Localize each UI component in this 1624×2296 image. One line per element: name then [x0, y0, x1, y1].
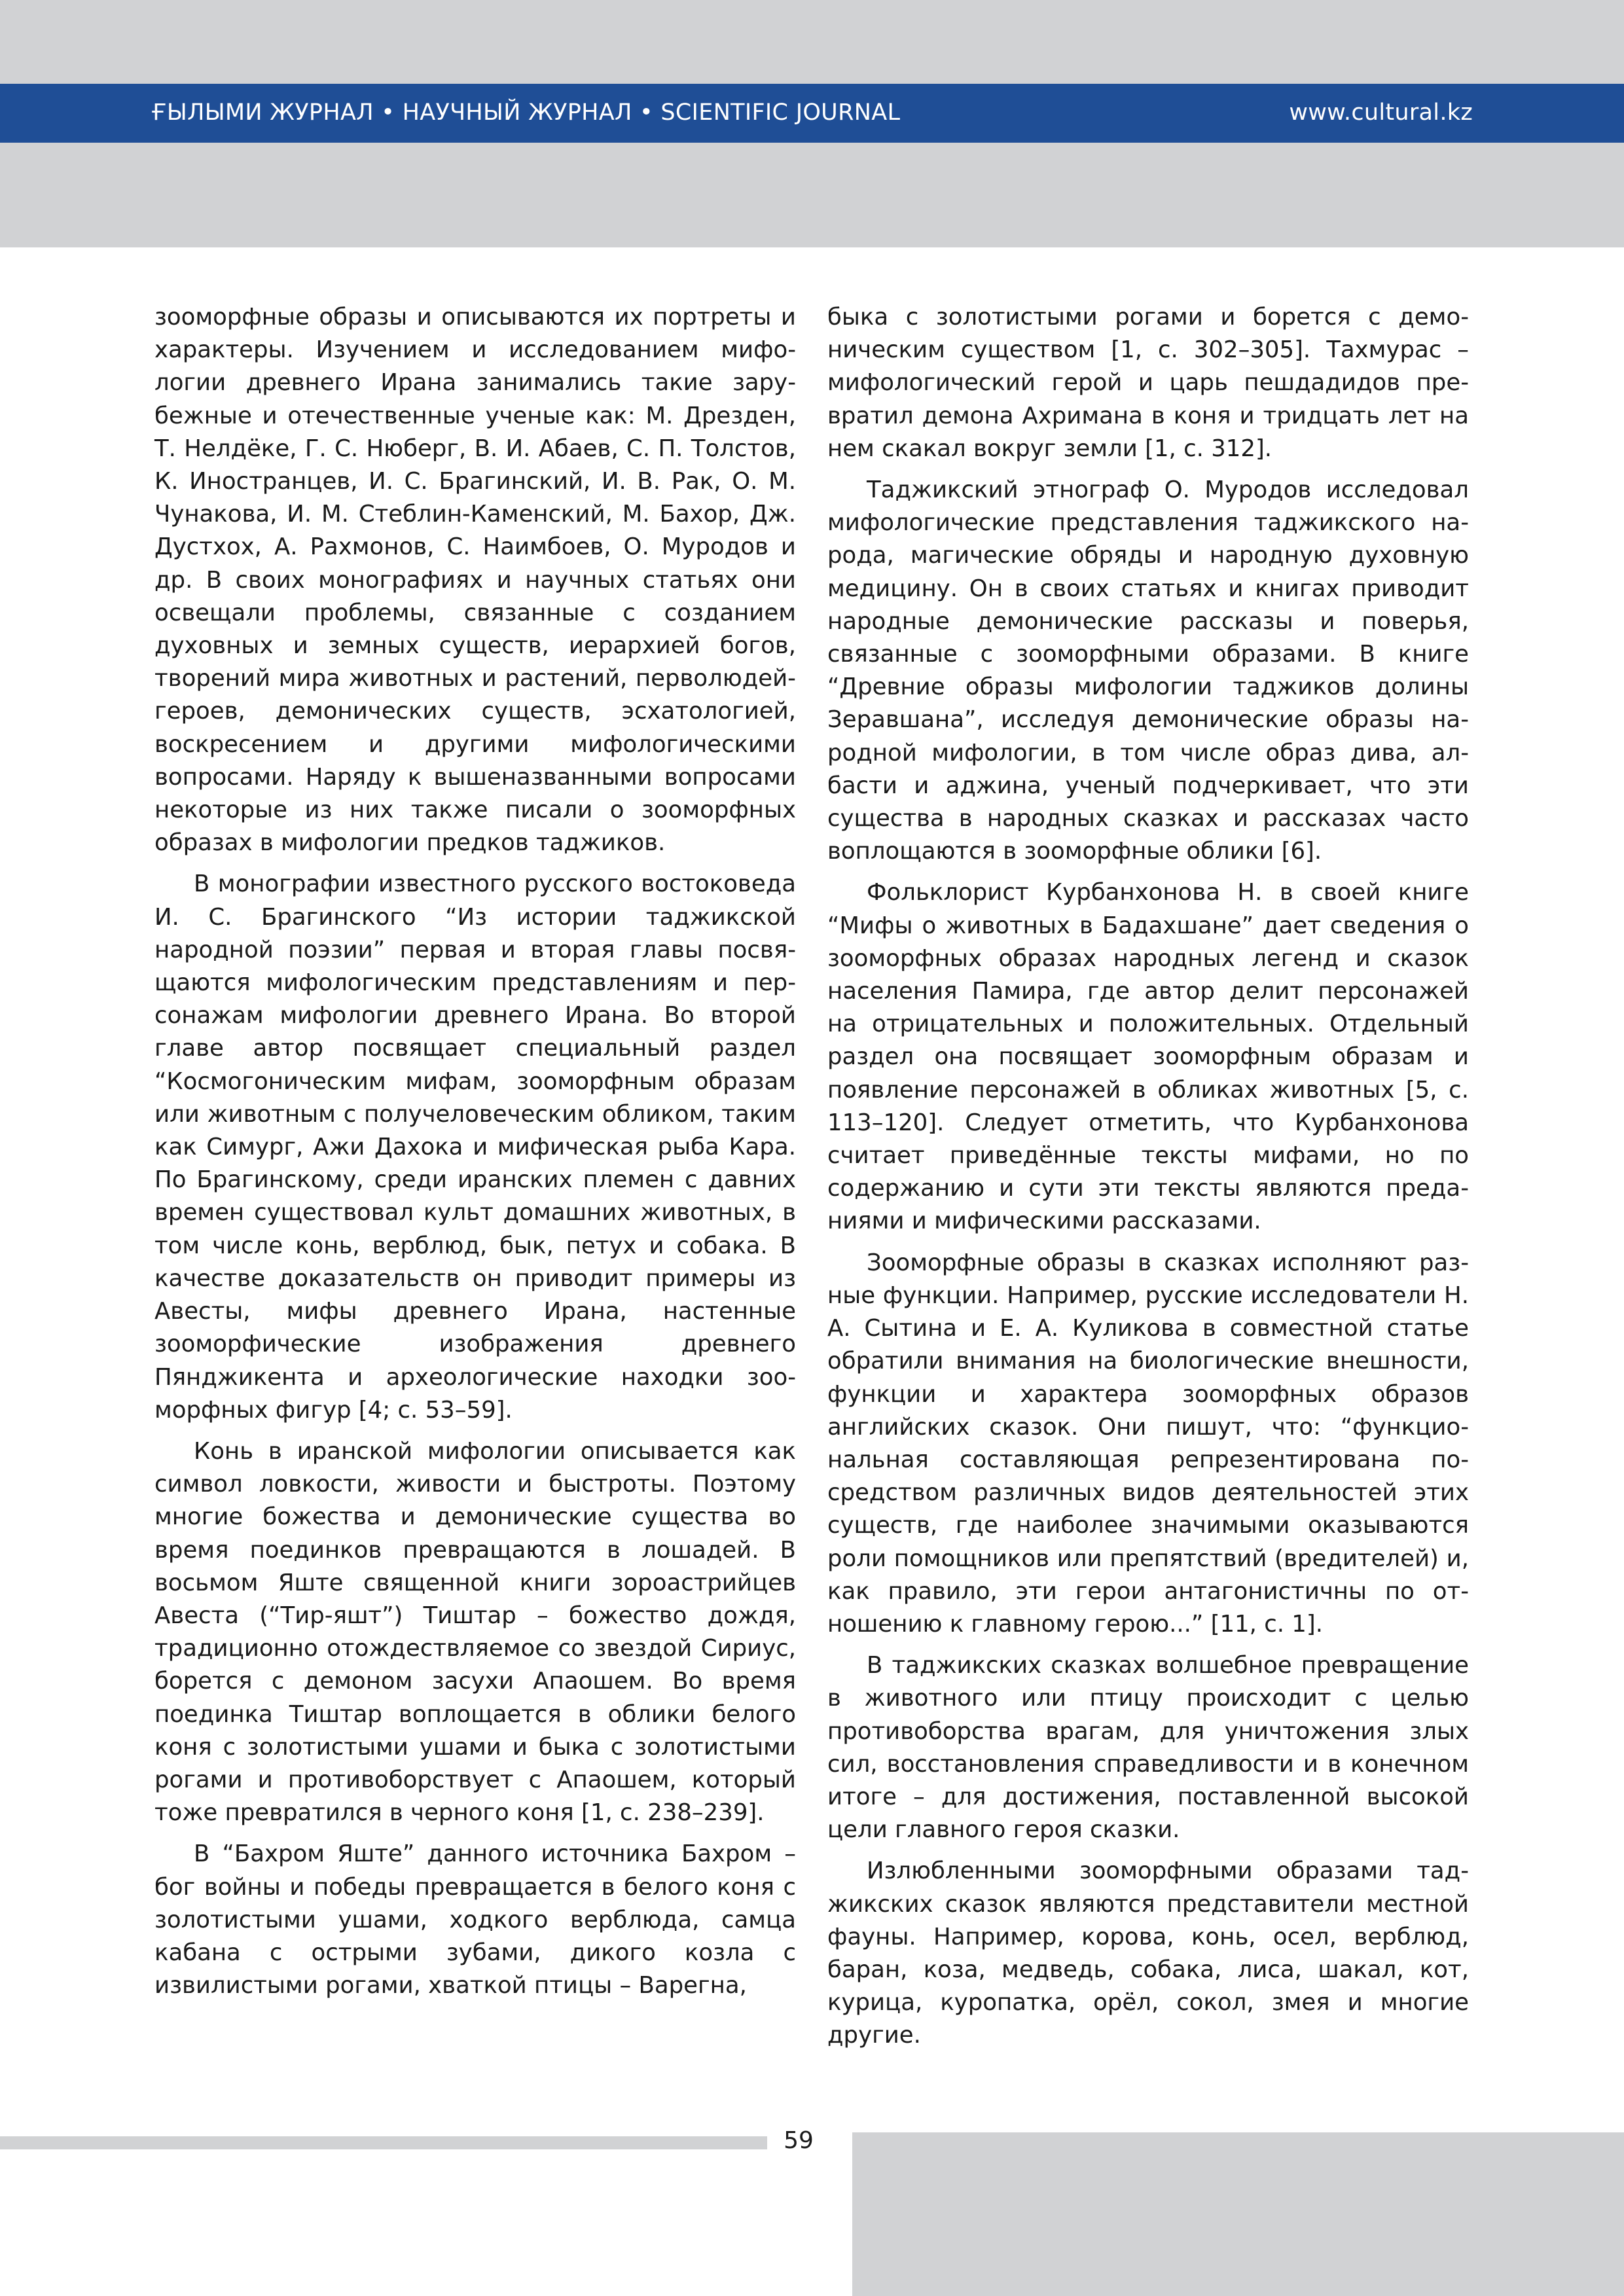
paragraph: зооморфные образы и описываются их портреты и характеры. Изучением и исследованием мифологии древнего Ирана занимались такие зарубежные и отечественные ученые как: М. Дрезден, Т. Нелдёке, Г. С. Нюберг, В. И. Абаев, С. П. Толстов, К. Иностранцев, И. С. Брагинский, И. В. Рак, О. М. Чунакова, И. М. Стеблин-Каменский, М. Бахор, Дж. Дустхох, А. Рахмонов, С. Наимбоев, О. Муродов и др. В своих монографиях и научных статьях они освещали проблемы, связанные с созданием духовных и земных существ, иерархией богов, творений мира животных и растений, перволюдей-героев, демонических существ, эсхатологией, воскресением и другими мифологическими вопросами. Наряду к вышеназванными вопросами некоторые из них также писали о зооморфных образах в мифологии предков таджиков. [154, 304, 796, 857]
paragraph: быка с золотистыми рогами и борется с демоническим существом [1, с. 302–305]. Тахмурас – мифологический герой и царь пешдадидов превратил демона Ахримана в коня и тридцать лет на нем скакал вокруг земли [1, с. 312]. [827, 304, 1469, 462]
journal-website: www.cultural.kz [1289, 99, 1473, 126]
paragraph: В “Бахром Яште” данного источника Бахром – бог войны и победы превращается в белого коня с золотистыми ушами, ходкого верблюда, самца кабана с острыми зубами, дикого козла с извилистыми рогами, хваткой птицы – Варегна, [154, 1840, 796, 2000]
right-text-column [827, 301, 1469, 2061]
footer-rule [0, 2136, 767, 2149]
paragraph: Фольклорист Курбанхонова Н. в своей книге “Мифы о животных в Бадахшане” дает сведения о зооморфных образах народных легенд и сказок населения Памира, где автор делит персонажей на отрицательных и положительных. Отдельный раздел она посвящает зооморфным образам и появление персонажей в обликах животных [5, с. 113–120]. Следует отметить, что Курбанхонова считает приведённые тексты мифами, но по содержанию и сути эти тексты являются преданиями и мифическими рассказами. [827, 879, 1469, 1235]
journal-header-bar [0, 84, 1624, 143]
paragraph: Конь в иранской мифологии описывается как символ ловкости, живости и быстроты. Поэтому многие божества и демонические существа во время поединков превращаются в лошадей. В восьмом Яште священной книги зороастрийцев Авеста (“Тир-яшт”) Тиштар – божество дождя, традиционно отождествляемое со звездой Сириус, борется с демоном засухи Апаошем. Во время поединка Тиштар воплощается в облики белого коня с золотистыми ушами и быка с золотистыми рогами и противоборствует с Апаошем, который тоже превратился в черного коня [1, с. 238–239]. [154, 1437, 796, 1827]
paragraph: В таджикских сказках волшебное превращение в животного или птицу происходит с целью противоборства врагам, для уничтожения злых сил, восстановления справедливости и в конечном итоге – для достижения, поставленной высокой цели главного героя сказки. [827, 1652, 1469, 1844]
footer-band [852, 2132, 1624, 2296]
paragraph: В монографии известного русского востоковеда И. С. Брагинского “Из истории таджикской народной поэзии” первая и вторая главы посвящаются мифологическим представлениям и персонажам мифологии древнего Ирана. Во второй главе автор посвящает специальный раздел “Космогоническим мифам, зооморфным образам или животным с получеловеческим обликом, таким как Симург, Ажи Дахока и мифическая рыба Кара. По Брагинскому, среди иранских племен с давних времен существовал культ домашних животных, в том числе конь, верблюд, бык, петух и собака. В качестве доказательств он приводит примеры из Авесты, мифы древнего Ирана, настенные зооморфические изображения древнего Пянджикента и археологические находки зооморфных фигур [4; с. 53–59]. [154, 870, 796, 1424]
paragraph: Излюбленными зооморфными образами таджикских сказок являются представители местной фауны. Например, корова, конь, осел, верблюд, баран, коза, медведь, собака, лиса, шакал, кот, курица, куропатка, орёл, сокол, змея и многие другие. [827, 1857, 1469, 2049]
page-number: 59 [784, 2127, 814, 2154]
paragraph: Зооморфные образы в сказках исполняют разные функции. Например, русские исследователи Н. А. Сытина и Е. А. Куликова в совместной статье обратили внимания на биологические внешности, функции и характера зооморфных образов английских сказок. Они пишут, что: “функциональная составляющая репрезентирована посредством различных видов деятельностей этих существ, где наиболее значимыми оказываются роли помощников или препятствий (вредителей) и, как правило, эти герои антагонистичны по отношению к главному герою...” [11, с. 1]. [827, 1249, 1469, 1638]
paragraph: Таджикский этнограф О. Муродов исследовал мифологические представления таджикского народа, магические обряды и народную духовную медицину. Он в своих статьях и книгах приводит народные демонические рассказы и поверья, связанные с зооморфными образами. В книге “Древние образы мифологии таджиков долины Зеравшана”, исследуя демонические образы народной мифологии, в том числе образ дива, албасти и аджина, ученый подчеркивает, что эти существа в народных сказках и рассказах часто воплощаются в зооморфные облики [6]. [827, 476, 1469, 865]
journal-name: ҒЫЛЫМИ ЖУРНАЛ • НАУЧНЫЙ ЖУРНАЛ • SCIENTIFIC JOURNAL [151, 99, 901, 126]
left-text-column [154, 301, 796, 2011]
